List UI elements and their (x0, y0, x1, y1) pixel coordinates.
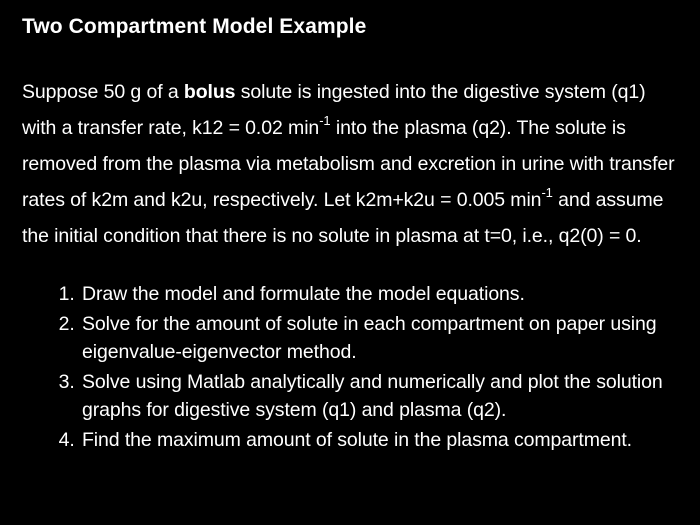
list-item: 2. Solve for the amount of solute in each compartment on paper using eigenvalue-eigenvector method. (80, 310, 680, 366)
task-list (22, 280, 680, 454)
statement-text-4: and assume the initial condition that there is no solute in plasma at t=0, i.e., q2(0) = 0. (22, 189, 664, 247)
statement-text-1: Suppose 50 g of a (22, 81, 184, 103)
exponent-2: -1 (541, 184, 553, 200)
statement-bold-bolus: bolus (183, 81, 236, 103)
list-item: 1. Draw the model and formulate the model equations. (80, 280, 680, 308)
problem-statement (22, 74, 680, 254)
list-item: 4. Find the maximum amount of solute in the plasma compartment. (80, 426, 680, 454)
statement-text-2: solute is ingested into the digestive system (q1) with a transfer rate, k12 = 0.02 min (22, 81, 646, 139)
statement-text-3: into the plasma (q2). The solute is removed from the plasma via metabolism and excretion in urine with transfer rates of k2m and k2u, respectively. Let k2m+k2u = 0.005 min (22, 117, 675, 211)
page-title: Two Compartment Model Example (22, 15, 367, 38)
exponent-1: -1 (319, 112, 331, 128)
list-item: 3. Solve using Matlab analytically and numerically and plot the solution graphs for digestive system (q1) and plasma (q2). (80, 368, 680, 424)
